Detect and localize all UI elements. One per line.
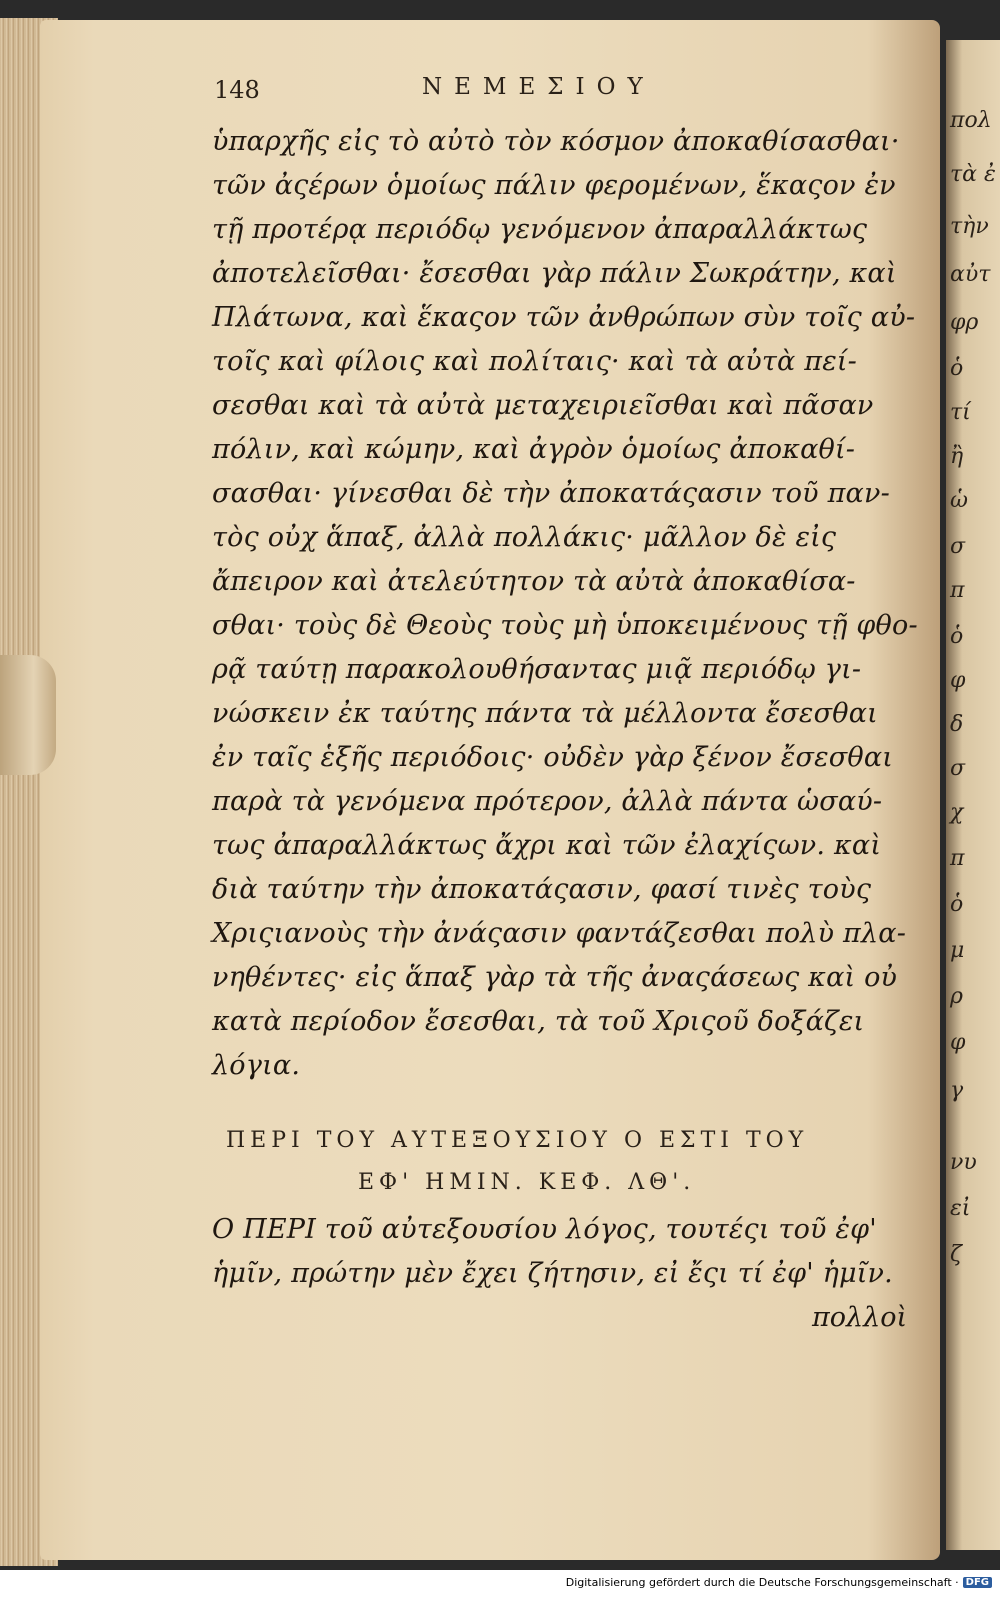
adjacent-page-fragment: ὡ <box>950 488 968 513</box>
body-line: σθαι· τοὺς δὲ Θεοὺς τοὺς μὴ ὑποκειμένους τῇ φθο- <box>212 610 918 641</box>
adjacent-page-fragment: π <box>950 846 965 871</box>
adjacent-page-fragment: φρ <box>950 310 979 335</box>
adjacent-page-fragment: φ <box>950 1030 966 1055</box>
chapter-line: ἡμῖν, πρώτην μὲν ἔχει ζήτησιν, εἰ ἔςι τί ἐφ' ἡμῖν. <box>212 1258 893 1289</box>
body-line: νώσκειν ἐκ ταύτης πάντα τὰ μέλλοντα ἔσεσθαι <box>212 698 878 729</box>
adjacent-page-fragment: τὰ ἐ <box>950 162 996 187</box>
running-head: ΝΕΜΕΣΙΟΥ <box>422 74 655 100</box>
adjacent-page-fragment: εἰ <box>950 1196 971 1221</box>
body-line: Χριςιανοὺς τὴν ἀνάςασιν φαντάζεσθαι πολὺ πλα- <box>212 918 907 949</box>
adjacent-page-fragment: σ <box>950 534 966 559</box>
chapter-heading-line-1: ΠΕΡΙ ΤΟΥ ΑΥΤΕΞΟΥΣΙΟΥ Ο ΕΣΤΙ ΤΟΥ <box>226 1128 809 1153</box>
adjacent-page-fragment: δ <box>950 712 964 737</box>
adjacent-page-fragment: γ <box>950 1078 964 1103</box>
adjacent-page-fragment: ζ <box>950 1242 962 1267</box>
digitization-credit <box>566 1576 992 1589</box>
body-line: ὑπαρχῆς εἰς τὸ αὐτὸ τὸν κόσμον ἀποκαθίσασθαι· <box>212 126 900 157</box>
body-line: ἐν ταῖς ἑξῆς περιόδοις· οὐδὲν γὰρ ξένον ἔσεσθαι <box>212 742 894 773</box>
body-line: πόλιν, καὶ κώμην, καὶ ἀγρὸν ὁμοίως ἀποκαθί- <box>212 434 856 465</box>
adjacent-page-fragment: σ <box>950 756 966 781</box>
adjacent-page-fragment: μ <box>950 938 965 963</box>
catchword: πολλοὶ <box>812 1302 908 1333</box>
adjacent-page-fragment: τὴν <box>950 214 989 239</box>
adjacent-page-fragment: ὁ <box>950 892 964 917</box>
adjacent-page-fragment: ὁ <box>950 624 964 649</box>
body-line: νηθέντες· εἰς ἅπαξ γὰρ τὰ τῆς ἀναςάσεως καὶ οὐ <box>212 962 898 993</box>
chapter-heading-line-2: ΕΦ' ΗΜΙΝ. ΚΕΦ. ΛΘ'. <box>358 1170 696 1195</box>
body-line: παρὰ τὰ γενόμενα πρότερον, ἀλλὰ πάντα ὡσαύ- <box>212 786 883 817</box>
body-line: Πλάτωνα, καὶ ἕκαςον τῶν ἀνθρώπων σὺν τοῖς αὐ- <box>212 302 916 333</box>
body-line: τῇ προτέρᾳ περιόδῳ γενόμενον ἀπαραλλάκτως <box>212 214 868 245</box>
adjacent-page-fragment: τί <box>950 400 971 425</box>
dfg-logo: DFG <box>963 1577 992 1588</box>
adjacent-page-fragment: πολ <box>950 108 992 133</box>
adjacent-page-fragment: ὁ <box>950 356 964 381</box>
body-line: ἄπειρον καὶ ἀτελεύτητον τὰ αὐτὰ ἀποκαθίσα- <box>212 566 856 597</box>
body-line: ρᾷ ταύτῃ παρακολουθήσαντας μιᾷ περιόδῳ γι- <box>212 654 862 685</box>
body-line: τως ἀπαραλλάκτως ἄχρι καὶ τῶν ἐλαχίςων. καὶ <box>212 830 882 861</box>
page-number: 148 <box>214 76 260 104</box>
adjacent-page-fragment: νυ <box>950 1150 977 1175</box>
adjacent-page-fragment: αὐτ <box>950 262 991 287</box>
body-line: τοῖς καὶ φίλοις καὶ πολίταις· καὶ τὰ αὐτὰ πεί- <box>212 346 857 377</box>
body-line: ἀποτελεῖσθαι· ἔσεσθαι γὰρ πάλιν Σωκράτην, καὶ <box>212 258 897 289</box>
body-line: σεσθαι καὶ τὰ αὐτὰ μεταχειριεῖσθαι καὶ πᾶσαν <box>212 390 874 421</box>
body-line: σασθαι· γίνεσθαι δὲ τὴν ἀποκατάςασιν τοῦ παν- <box>212 478 890 509</box>
body-line: λόγια. <box>212 1050 301 1081</box>
adjacent-page-fragment: π <box>950 578 965 603</box>
body-line: κατὰ περίοδον ἔσεσθαι, τὰ τοῦ Χριςοῦ δοξάζει <box>212 1006 865 1037</box>
credit-text: Digitalisierung gefördert durch die Deutsche Forschungsgemeinschaft · <box>565 1576 959 1589</box>
adjacent-page-fragment: φ <box>950 668 966 693</box>
body-line: διὰ ταύτην τὴν ἀποκατάςασιν, φασί τινὲς τοὺς <box>212 874 872 905</box>
body-line: τῶν ἀςέρων ὁμοίως πάλιν φερομένων, ἕκαςον ἐν <box>212 170 896 201</box>
book-clasp <box>0 655 56 775</box>
adjacent-page-fragment: χ <box>950 800 964 825</box>
chapter-line: Ο ΠΕΡΙ τοῦ αὐτεξουσίου λόγος, τουτέςι τοῦ ἐφ' <box>212 1214 877 1245</box>
adjacent-page-fragment: ρ <box>950 984 963 1009</box>
adjacent-page-fragment: ἢ <box>950 444 964 469</box>
body-line: τὸς οὐχ ἅπαξ, ἀλλὰ πολλάκις· μᾶλλον δὲ εἰς <box>212 522 837 553</box>
